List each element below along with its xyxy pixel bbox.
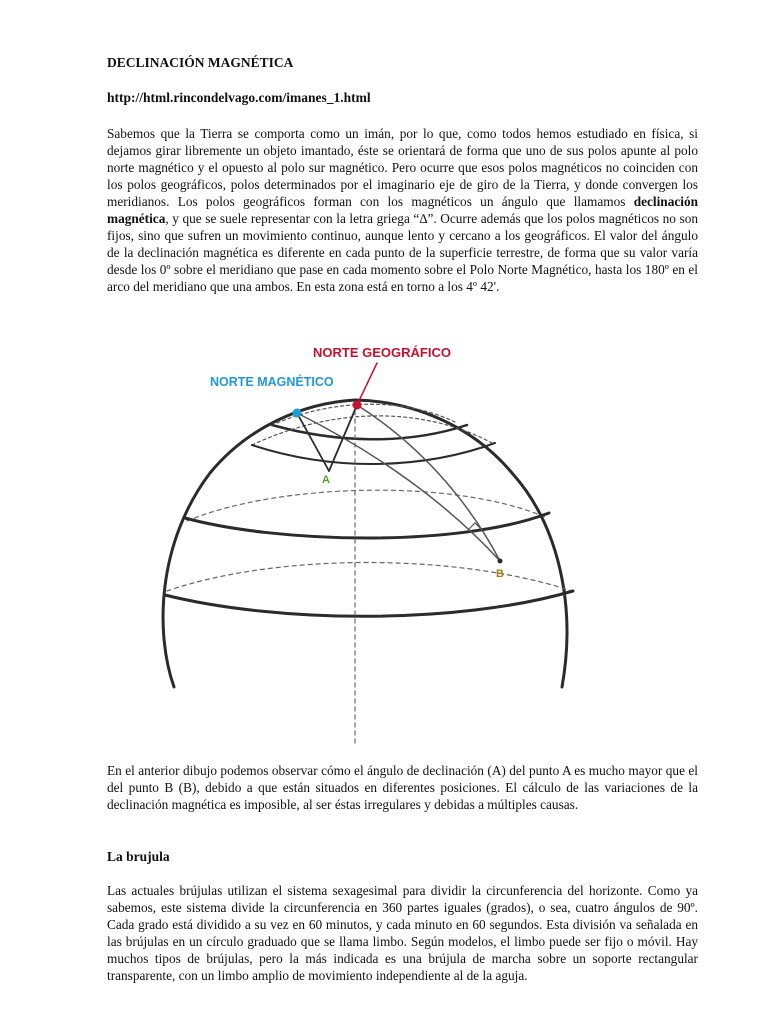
geographic-north-pole <box>353 401 362 410</box>
latitude-mid-back <box>187 490 547 521</box>
section-subtitle: La brujula <box>107 849 170 864</box>
compass-paragraph: Las actuales brújulas utilizan el sistema sexagesimal para dividir la circunferencia del horizonte. Como ya sabemos, este sistema divide la circunferencia en 360 partes iguales (grados), o sea, cuatro ángulos de 90º. Cada grado está dividido a su vez en 60 minutos, y cada minuto en 60 segundos. Esta división va señalada en las brújulas en un círculo graduado que se llama limbo. Según modelos, el limbo puede ser fijo o móvil. Hay muchos tipos de brújulas, pero la más indicada es una brújula de marcha sobre un soporte rectangular transparente, con un limbo amplio de movimiento independiente al de la aguja. <box>107 883 698 983</box>
magnetic-declination-figure <box>107 333 611 747</box>
geographic-north-label: NORTE GEOGRÁFICO <box>313 345 451 360</box>
figure-explanation-paragraph: En el anterior dibujo podemos observar cómo el ángulo de declinación (A) del punto A es mucho mayor que el del punto B (B), debido a que están situados en diferentes posiciones. El cálculo de las variaciones de la declinación magnética es imposible, al ser éstas irregulares y debidas a múltiples causas. <box>107 763 698 812</box>
point-b-dot <box>498 559 503 564</box>
intro-text-end: , y que se suele representar con la letra griega “∆”. Ocurre además que los polos magnéticos no son fijos, sino que sufren un movimiento continuo, aunque lento y cercano a los geográficos. El valor del ángulo de la declinación magnética es diferente en cada punto de la superficie terrestre, de forma que su valor varía desde los 0º sobre el meridiano que pase en cada momento sobre el Polo Norte Magnético, hasta los 180º en el arco del meridiano que una ambos. En esta zona está en torno a los 4º 42'. <box>107 211 698 294</box>
equator-front <box>165 591 573 616</box>
source-url: http://html.rincondelvago.com/imanes_1.html <box>107 90 371 105</box>
declination-term: declinación magnética <box>107 194 698 226</box>
latitude-mid-front <box>185 513 549 538</box>
magnetic-north-pole <box>293 409 302 418</box>
latitude-upper-front <box>252 443 495 464</box>
point-b-label: B <box>496 568 504 580</box>
polar-ring-front <box>272 425 467 439</box>
intro-text-start: Sabemos que la Tierra se comporta como un imán, por lo que, como todos hemos estudiado en física, si dejamos girar libremente un objeto imantado, éste se orientará de forma que uno de sus polos apunte al polo norte magnético y el opuesto al polo sur magnético. Pero ocurre que esos polos magnéticos no coinciden con los polos geográficos, polos determinados por el imaginario eje de giro de la Tierra, y donde convergen los meridianos. Los polos geográficos forman con los magnéticos un ángulo que llamamos <box>107 126 698 209</box>
equator-back <box>167 563 572 592</box>
latitude-upper-back <box>252 416 492 445</box>
globe-diagram <box>107 333 611 747</box>
point-a-label: A <box>322 474 330 486</box>
geographic-north-pointer <box>357 363 377 405</box>
globe-outline <box>163 400 567 687</box>
document-title: DECLINACIÓN MAGNÉTICA <box>107 55 294 70</box>
magnetic-north-label: NORTE MAGNÉTICO <box>210 375 334 389</box>
intro-paragraph <box>107 125 698 295</box>
